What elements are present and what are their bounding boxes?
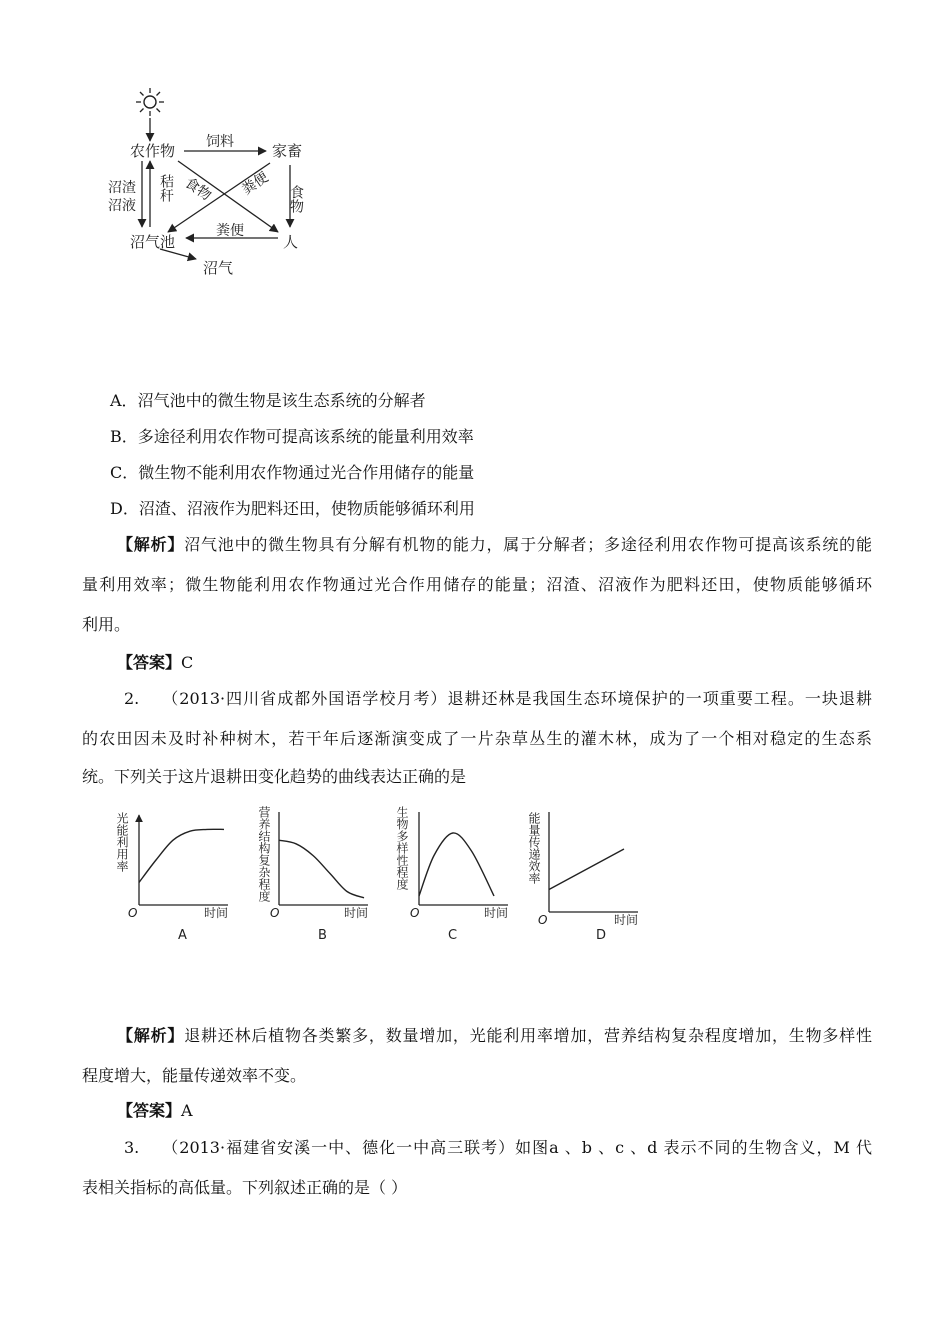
q1-answer [117, 653, 907, 673]
chart-b-xlabel: 时间 [344, 906, 369, 920]
chart-a-panel-label: A [178, 928, 187, 943]
question-number: 2. [124, 689, 140, 708]
option-letter: B． [110, 427, 138, 446]
label-manure-bottom: 粪便 [216, 223, 244, 239]
chart-panel-d [520, 800, 650, 950]
label-feed: 饲料 [206, 134, 234, 150]
chart-panel-a [110, 800, 240, 950]
q2-stem-line-3: 统。下列关于这片退耕田变化趋势的曲线表达正确的是 [82, 767, 467, 786]
chart-a-series [139, 829, 224, 882]
option-letter: D． [110, 499, 139, 518]
option-b [110, 427, 900, 447]
chart-b-series-line-0 [279, 840, 364, 898]
analysis-text: 沼气池中的微生物具有分解有机物的能力，属于分解者；多途径利用农作物可提高该系统的能 [184, 535, 872, 554]
label-food-diagonal: 食物 [181, 175, 214, 204]
node-livestock: 家畜 [272, 142, 303, 160]
option-text: 多途径利用农作物可提高该系统的能量利用效率 [137, 427, 474, 446]
chart-c-xlabel: 时间 [484, 906, 509, 920]
question-number: 3. [124, 1138, 140, 1157]
answer-value: C [181, 653, 194, 672]
chart-a-origin: O [128, 906, 138, 920]
analysis-tag: 【解析】 [117, 1026, 185, 1045]
option-text: 沼渣、沼液作为肥料还田，使物质能够循环利用 [138, 499, 475, 518]
option-c [110, 463, 900, 483]
q1-analysis-line-2: 量利用效率；微生物能利用农作物通过光合作用储存的能量；沼渣、沼液作为肥料还田，使物质能够循环 [82, 575, 872, 594]
q2-stem-line-1 [124, 689, 872, 709]
question-source: （2013·四川省成都外国语学校月考） [161, 689, 448, 708]
q3-stem-line-2: 表相关指标的高低量。下列叙述正确的是（ ） [82, 1178, 408, 1197]
option-a [110, 391, 900, 411]
chart-c-origin: O [410, 906, 420, 920]
chart-b-panel-label: B [318, 928, 327, 943]
label-manure-diagonal: 粪便 [239, 169, 272, 199]
chart-d-origin: O [538, 913, 548, 927]
analysis-tag: 【解析】 [117, 535, 185, 554]
chart-d-ylabel: 能量传递效率 [527, 812, 541, 884]
chart-panel-c [390, 800, 520, 950]
q2-answer [117, 1101, 907, 1121]
q2-analysis-line-2: 程度增大，能量传递效率不变。 [82, 1066, 307, 1085]
q1-analysis-line-1 [117, 535, 872, 555]
chart-a-series-line-0 [139, 829, 224, 882]
option-letter: C． [110, 463, 139, 482]
answer-tag: 【答案】 [117, 653, 182, 672]
label-liquid: 沼液 [108, 198, 136, 214]
chart-b-origin: O [270, 906, 280, 920]
q2-analysis-line-1 [117, 1026, 872, 1046]
option-text: 沼气池中的微生物是该生态系统的分解者 [137, 391, 426, 410]
chart-a-ylabel: 光能利用率 [115, 812, 129, 872]
question-source: （2013·福建省安溪一中、德化一中高三联考） [161, 1138, 516, 1157]
chart-b-series [279, 840, 364, 898]
chart-c-series-line-0 [419, 833, 494, 896]
manure-diagonal-arrow [168, 163, 270, 232]
option-text: 微生物不能利用农作物通过光合作用储存的能量 [138, 463, 475, 482]
chart-c-panel-label: C [448, 928, 458, 943]
chart-d-series-line-0 [549, 849, 624, 890]
node-crops: 农作物 [130, 142, 176, 160]
option-d [110, 499, 900, 519]
question-stem: 退耕还林是我国生态环境保护的一项重要工程。一块退耕 [447, 689, 872, 708]
chart-a-xlabel: 时间 [204, 906, 229, 920]
label-food-right: 食物 [288, 185, 304, 213]
node-human: 人 [283, 233, 299, 251]
label-straw: 秸秆 [158, 174, 174, 202]
chart-panel-b [250, 800, 380, 950]
chart-c-series [419, 833, 494, 896]
label-residue: 沼渣 [108, 180, 136, 196]
analysis-text: 退耕还林后植物各类繁多，数量增加，光能利用率增加，营养结构复杂程度增加，生物多样性 [184, 1026, 872, 1045]
chart-d-xlabel: 时间 [614, 913, 639, 927]
question-stem: 如图a 、b 、c 、d 表示不同的生物含义，M 代 [515, 1138, 872, 1157]
answer-value: A [181, 1101, 193, 1120]
q3-stem-line-1 [124, 1138, 872, 1158]
node-biogas-pit: 沼气池 [130, 233, 176, 251]
chart-b-ylabel: 营养结构复杂程度 [257, 806, 271, 902]
chart-d-series [549, 849, 624, 890]
sun-icon [136, 88, 164, 116]
node-biogas: 沼气 [203, 259, 234, 277]
chart-d-panel-label: D [596, 928, 607, 943]
chart-c-ylabel: 生物多样性程度 [395, 806, 409, 890]
q2-chart-panels [110, 800, 650, 950]
q2-stem-line-2: 的农田因未及时补种树木，若干年后逐渐演变成了一片杂草丛生的灌木林，成为了一个相对稳定的生态系 [82, 729, 872, 748]
answer-tag: 【答案】 [117, 1101, 182, 1120]
eco-agriculture-diagram [100, 85, 330, 285]
option-letter: A． [110, 391, 138, 410]
q1-analysis-line-3: 利用。 [82, 615, 131, 634]
